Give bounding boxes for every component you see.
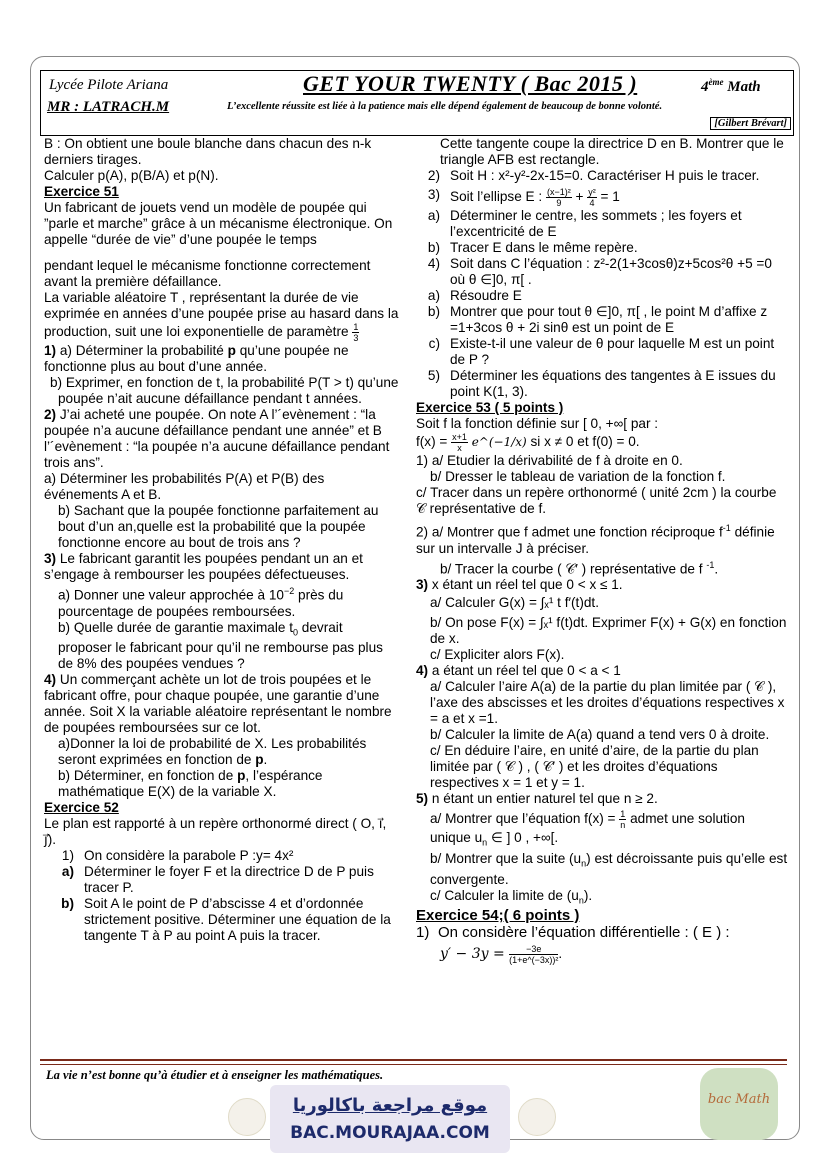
var-p: p xyxy=(227,343,236,358)
badge-text: bac Math xyxy=(707,1092,771,1107)
question xyxy=(416,577,788,593)
item-number: 1) xyxy=(61,848,74,864)
text: b/ Montrer que la suite (u xyxy=(430,850,582,866)
level-label: Math xyxy=(723,79,761,95)
exponent: −2 xyxy=(283,586,295,596)
item-number: 3) xyxy=(427,187,440,202)
list-item xyxy=(416,288,788,304)
bac-math-badge-icon xyxy=(700,1068,778,1140)
list-item xyxy=(416,256,788,288)
intro-text: B : On obtient une boule blanche dans chacun des n-k derniers tirages. xyxy=(44,136,372,167)
subscript: 0 xyxy=(293,627,299,638)
question: c/ En déduire l’aire, en unité d’aire, de la partie du plan limitée par ( 𝒞 ) , ( 𝒞′ ) et les droites d’équations respectives x = 1 et y = 1. xyxy=(430,743,759,791)
list-item xyxy=(416,924,788,942)
fraction-den: 4 xyxy=(589,198,595,208)
list-item xyxy=(416,304,788,336)
question: c/ Expliciter alors F(x). xyxy=(430,647,565,663)
question-text: près du pourcentage de poupées remboursées. xyxy=(58,587,344,619)
fraction-den: x xyxy=(457,443,462,453)
fraction-den: n xyxy=(620,820,626,831)
item-number: b) xyxy=(427,304,440,319)
list-item xyxy=(416,240,788,256)
question-text: Un commerçant achète un lot de trois poupées et le fabricant offre, pour chaque poupée, une garantie d’une année. Soit X la variable aléatoire représentant le nombre de poupées remboursées sur ce lot. xyxy=(44,672,392,736)
list-item xyxy=(416,336,788,368)
text: c/ Calculer la limite de (u xyxy=(430,887,579,903)
question: a) Déterminer les probabilités P(A) et P(B) des événements A et B. xyxy=(44,471,325,502)
question-number: 3) xyxy=(416,577,429,593)
book-logo-icon xyxy=(518,1098,556,1136)
text: b/ Tracer la courbe ( 𝒞′ ) représentative de f xyxy=(440,561,707,577)
fraction-num: (x−1)² xyxy=(546,187,571,197)
fraction xyxy=(546,187,572,208)
exponent: -1 xyxy=(706,559,715,570)
text: x étant un réel tel que 0 < x ≤ 1. xyxy=(428,577,623,593)
quote-author: [Gilbert Brévart] xyxy=(710,117,791,130)
text: si x ≠ 0 et f(0) = 0. xyxy=(526,434,640,450)
exponent: -1 xyxy=(722,523,731,533)
left-column xyxy=(44,136,400,944)
class-level xyxy=(701,77,761,96)
text: ). xyxy=(583,887,593,903)
text: f(x) = xyxy=(416,434,452,450)
item-text: Montrer que pour tout θ ∈]0, π[ , le point M d’affixe z =1+3cos θ + 2i sinθ est un point de E xyxy=(450,304,768,335)
banner-url[interactable]: BAC.MOURAJAA.COM xyxy=(290,1123,490,1143)
item-number: 5) xyxy=(427,368,440,383)
question: 1) a/ Etudier la dérivabilité de f à droite en 0. xyxy=(416,453,683,468)
exponential: e^(−1/x) xyxy=(467,435,527,450)
text: = 1 xyxy=(596,189,620,205)
var-p: p xyxy=(255,752,264,768)
var-p: p xyxy=(237,768,246,784)
question-text: J’ai acheté une poupée. On note A l’´evènement : “la poupée n’a aucune défaillance pendant une année” et B l’´evènement : “la poupée n’a aucune défaillance pendant trois ans”. xyxy=(44,407,390,470)
question-text: b) Quelle durée de garantie maximale t xyxy=(58,619,293,635)
fraction-den: (1+e^(−3x))² xyxy=(509,955,559,966)
question-text: a) Donner une valeur approchée à 10 xyxy=(58,587,284,603)
paragraph: Un fabricant de jouets vend un modèle de poupée qui ”parle et marche” grâce à un mécanisme électronique. On appelle “durée de vie” d’une poupée le temps xyxy=(44,200,393,247)
question-number: 1) xyxy=(44,343,57,358)
fraction xyxy=(352,322,359,343)
question-text: , l’espérance mathématique E(X) de la variable X. xyxy=(58,768,323,800)
footer-divider xyxy=(40,1064,787,1065)
item-text: Résoudre E xyxy=(450,288,522,303)
list-item xyxy=(44,896,400,944)
list-item xyxy=(44,848,400,864)
text: a étant un réel tel que 0 < a < 1 xyxy=(428,663,621,679)
question: b/ Calculer la limite de A(a) quand a tend vers 0 à droite. xyxy=(430,727,770,743)
text: . xyxy=(558,946,563,962)
question: b/ Dresser le tableau de variation de la fonction f. xyxy=(430,469,726,484)
question: b/ On pose F(x) = ∫ₓ¹ f(t)dt. Exprimer F(x) + G(x) en fonction de x. xyxy=(430,615,787,647)
question-text: Le fabricant garantit les poupées pendant un an et s’engage à rembourser les poupées défectueuses. xyxy=(44,551,363,582)
question xyxy=(416,663,788,679)
fraction-den: 3 xyxy=(353,333,359,343)
differential-equation xyxy=(416,944,788,965)
item-text: Déterminer les équations des tangentes à E issues du point K(1, 3). xyxy=(450,368,776,399)
page-header xyxy=(40,70,794,136)
item-number: c) xyxy=(428,336,440,351)
fraction xyxy=(451,432,468,453)
question xyxy=(44,736,400,768)
text: ∈ ] 0 , +∞[. xyxy=(487,830,559,846)
function-definition xyxy=(416,432,788,453)
question-number: 4) xyxy=(44,672,57,688)
item-number: 1) xyxy=(416,924,430,942)
level-number: 4 xyxy=(701,79,709,95)
question-text: b) Déterminer, en fonction de xyxy=(58,768,238,784)
question-text: . xyxy=(263,752,268,768)
item-text: Déterminer le centre, les sommets ; les foyers et l’excentricité de E xyxy=(450,208,742,239)
item-text: Soit H : x²-y²-2x-15=0. Caractériser H puis le tracer. xyxy=(450,168,760,183)
question-number: 2) xyxy=(44,407,57,422)
item-number: a) xyxy=(427,288,440,303)
question xyxy=(44,343,400,375)
question: a/ Calculer G(x) = ∫ₓ¹ t f′(t)dt. xyxy=(430,595,599,611)
question xyxy=(44,551,400,583)
fraction-den: 9 xyxy=(556,198,562,208)
item-number: a) xyxy=(61,864,74,880)
item-text: On considère l’équation différentielle : ( E ) : xyxy=(438,924,730,942)
item-number: a) xyxy=(427,208,440,223)
banner-arabic-title: موقع مراجعة باكالوريا xyxy=(292,1095,488,1116)
question-number: 3) xyxy=(44,551,57,566)
text: + xyxy=(571,189,588,205)
question xyxy=(416,888,788,909)
question: a/ Calculer l’aire A(a) de la partie du plan limitée par ( 𝒞 ), l’axe des abscisses et les droites d’équations respectives x = a et x =1. xyxy=(430,679,785,727)
footer-divider xyxy=(40,1059,787,1061)
fraction-num: y² xyxy=(588,187,596,197)
header-quote: L’excellente réussite est liée à la patience mais elle dépend également de beaucoup de bonne volonté. xyxy=(227,101,663,112)
text: . xyxy=(714,561,719,577)
question xyxy=(416,809,788,851)
item-text: Tracer E dans le même repère. xyxy=(450,240,638,255)
list-item xyxy=(416,368,788,400)
text: admet une solution unique u xyxy=(430,811,745,846)
fraction-num: −3e xyxy=(509,944,558,955)
paragraph xyxy=(44,290,400,343)
text: y′ − 3y = xyxy=(440,946,510,963)
fraction-num: 1 xyxy=(620,809,626,820)
question xyxy=(44,672,400,736)
paragraph: Soit f la fonction définie sur [ 0, +∞[ par : xyxy=(416,416,659,431)
question xyxy=(44,583,400,620)
exercise-51-title: Exercice 51 xyxy=(44,184,119,199)
item-text: Soit A le point de P d’abscisse 4 et d’ordonnée strictement positive. Déterminer une équation de la tangente T à P au point A puis la tracer. xyxy=(84,896,391,944)
intro-text: Calculer p(A), p(B/A) et p(N). xyxy=(44,168,219,183)
question: b) Exprimer, en fonction de t, la probabilité P(T > t) qu’une poupée n’ait aucune défaillance pendant t années. xyxy=(50,375,399,406)
question xyxy=(44,768,400,800)
exercise-52-title: Exercice 52 xyxy=(44,800,119,816)
question xyxy=(416,851,788,888)
paragraph: Cette tangente coupe la directrice D en B. Montrer que le triangle AFB est rectangle. xyxy=(440,136,784,167)
question xyxy=(416,791,788,807)
fraction-num: 1 xyxy=(353,322,359,332)
question-text: devrait proposer le fabricant pour qu’il ne rembourse pas plus de 8% des poupées vendues ? xyxy=(58,619,383,672)
paragraph: pendant lequel le mécanisme fonctionne correctement avant la première défaillance. xyxy=(44,258,371,289)
fraction xyxy=(587,187,597,208)
list-item xyxy=(44,864,400,896)
item-number: b) xyxy=(61,896,74,912)
list-item xyxy=(416,208,788,240)
question-text: qu’une poupée ne fonctionne plus au bout d’une année. xyxy=(44,343,349,374)
list-item xyxy=(416,168,788,184)
item-text xyxy=(450,187,788,208)
item-text: Existe-t-il une valeur de θ pour laquelle M est un point de P ? xyxy=(450,336,775,367)
paragraph: Le plan est rapporté à un repère orthonormé direct ( O, i⃗, j⃗). xyxy=(44,816,387,848)
exercise-53-title: Exercice 53 ( 5 points ) xyxy=(416,400,564,415)
question xyxy=(44,620,400,673)
item-number: 4) xyxy=(427,256,440,271)
exercise-54-title: Exercice 54;( 6 points ) xyxy=(416,907,580,925)
right-column xyxy=(416,136,788,965)
question-number: 5) xyxy=(416,791,429,807)
footer-motto: La vie n’est bonne qu’à étudier et à enseigner les mathématiques. xyxy=(46,1068,384,1082)
book-logo-icon xyxy=(228,1098,266,1136)
fraction xyxy=(509,944,558,965)
school-name: Lycée Pilote Ariana xyxy=(49,77,169,93)
subscript: n xyxy=(578,895,584,906)
question-text: a)Donner la loi de probabilité de X. Les probabilités seront exprimées en fonction de xyxy=(58,736,367,768)
text: 2) a/ Montrer que f admet une fonction réciproque f xyxy=(416,524,723,540)
paragraph-text: La variable aléatoire T , représentant la durée de vie exprimée en années d’une poupée prise au hasard dans la production, suit une loi exponentielle de paramètre xyxy=(44,290,399,340)
item-number: b) xyxy=(427,240,440,255)
text: définie sur un intervalle J à préciser. xyxy=(416,524,775,556)
list-item xyxy=(416,187,788,208)
item-number: 2) xyxy=(427,168,440,183)
question-number: 4) xyxy=(416,663,429,679)
question: b) Sachant que la poupée fonctionne parfaitement au bout d’un an,quelle est la probabilité que la poupée fonctionne encore au bout de trois ans ? xyxy=(58,503,379,550)
fraction-num: x+1 xyxy=(452,432,467,442)
item-text: Déterminer le foyer F et la directrice D de P puis tracer P. xyxy=(84,864,374,896)
item-text: Soit dans C l’équation : z²-2(1+3cosθ)z+5cos²θ +5 =0 où θ ∈]0, π[ . xyxy=(450,256,772,287)
level-superscript: ème xyxy=(708,77,724,87)
question xyxy=(44,407,400,471)
text: ) est décroissante puis qu’elle est convergente. xyxy=(430,850,788,887)
question-text: a) Déterminer la probabilité xyxy=(56,343,228,358)
text: Soit l’ellipse E : xyxy=(450,189,546,205)
question xyxy=(416,520,788,557)
subscript: n xyxy=(482,837,488,848)
item-text: On considère la parabole P :y= 4x² xyxy=(84,848,294,864)
question: c/ Tracer dans un repère orthonormé ( unité 2cm ) la courbe 𝒞 représentative de f. xyxy=(416,485,777,516)
subscript: n xyxy=(581,858,587,869)
question xyxy=(416,557,788,578)
text: n étant un entier naturel tel que n ≥ 2. xyxy=(428,791,658,807)
page-title: GET YOUR TWENTY ( Bac 2015 ) xyxy=(303,71,638,96)
site-banner[interactable] xyxy=(270,1085,510,1153)
text: a/ Montrer que l’équation f(x) = xyxy=(430,811,620,827)
teacher-name: MR : LATRACH.M xyxy=(47,99,170,115)
